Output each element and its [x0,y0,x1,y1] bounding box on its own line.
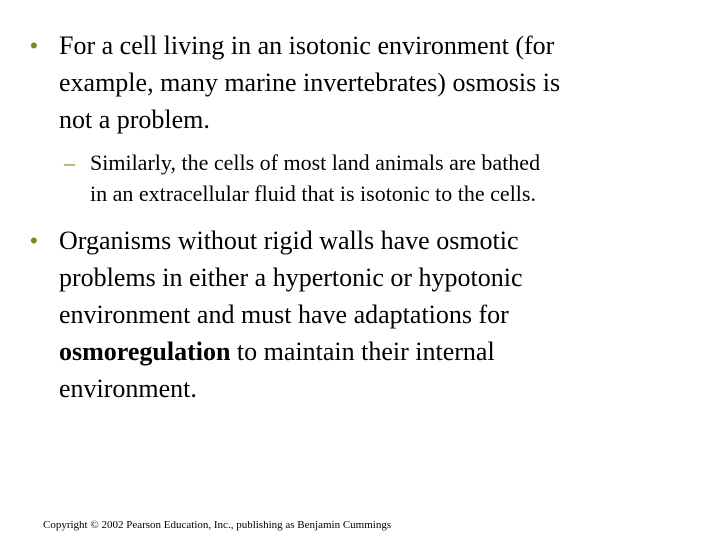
bullet-text [59,222,690,407]
bullet-line: For a cell living in an isotonic environment (for [59,31,555,60]
bullet-marker: • [30,33,38,58]
bullet-line: example, many marine invertebrates) osmosis is [59,68,561,97]
copyright-footer: Copyright © 2002 Pearson Education, Inc., publishing as Benjamin Cummings [43,519,392,531]
sub-bullet-line: Similarly, the cells of most land animals are bathed [90,150,541,175]
sub-bullet-point [64,147,694,209]
bullet-line: Organisms without rigid walls have osmotic [59,226,519,255]
bullet-point [30,27,690,138]
bullet-point [30,222,690,407]
sub-bullet-line: in an extracellular fluid that is isotonic to the cells. [90,181,536,206]
bullet-line: environment. [59,374,197,403]
bold-term-osmoregulation: osmoregulation [59,337,231,366]
bullet-line: not a problem. [59,105,210,134]
bullet-text [59,27,690,138]
bullet-line [59,333,690,370]
bullet-line: environment and must have adaptations for [59,300,509,329]
bullet-line: problems in either a hypertonic or hypotonic [59,263,523,292]
sub-bullet-marker: – [64,150,75,175]
bullet-line-rest: to maintain their internal [230,337,495,366]
sub-bullet-text [90,147,694,209]
bullet-marker: • [30,228,38,253]
